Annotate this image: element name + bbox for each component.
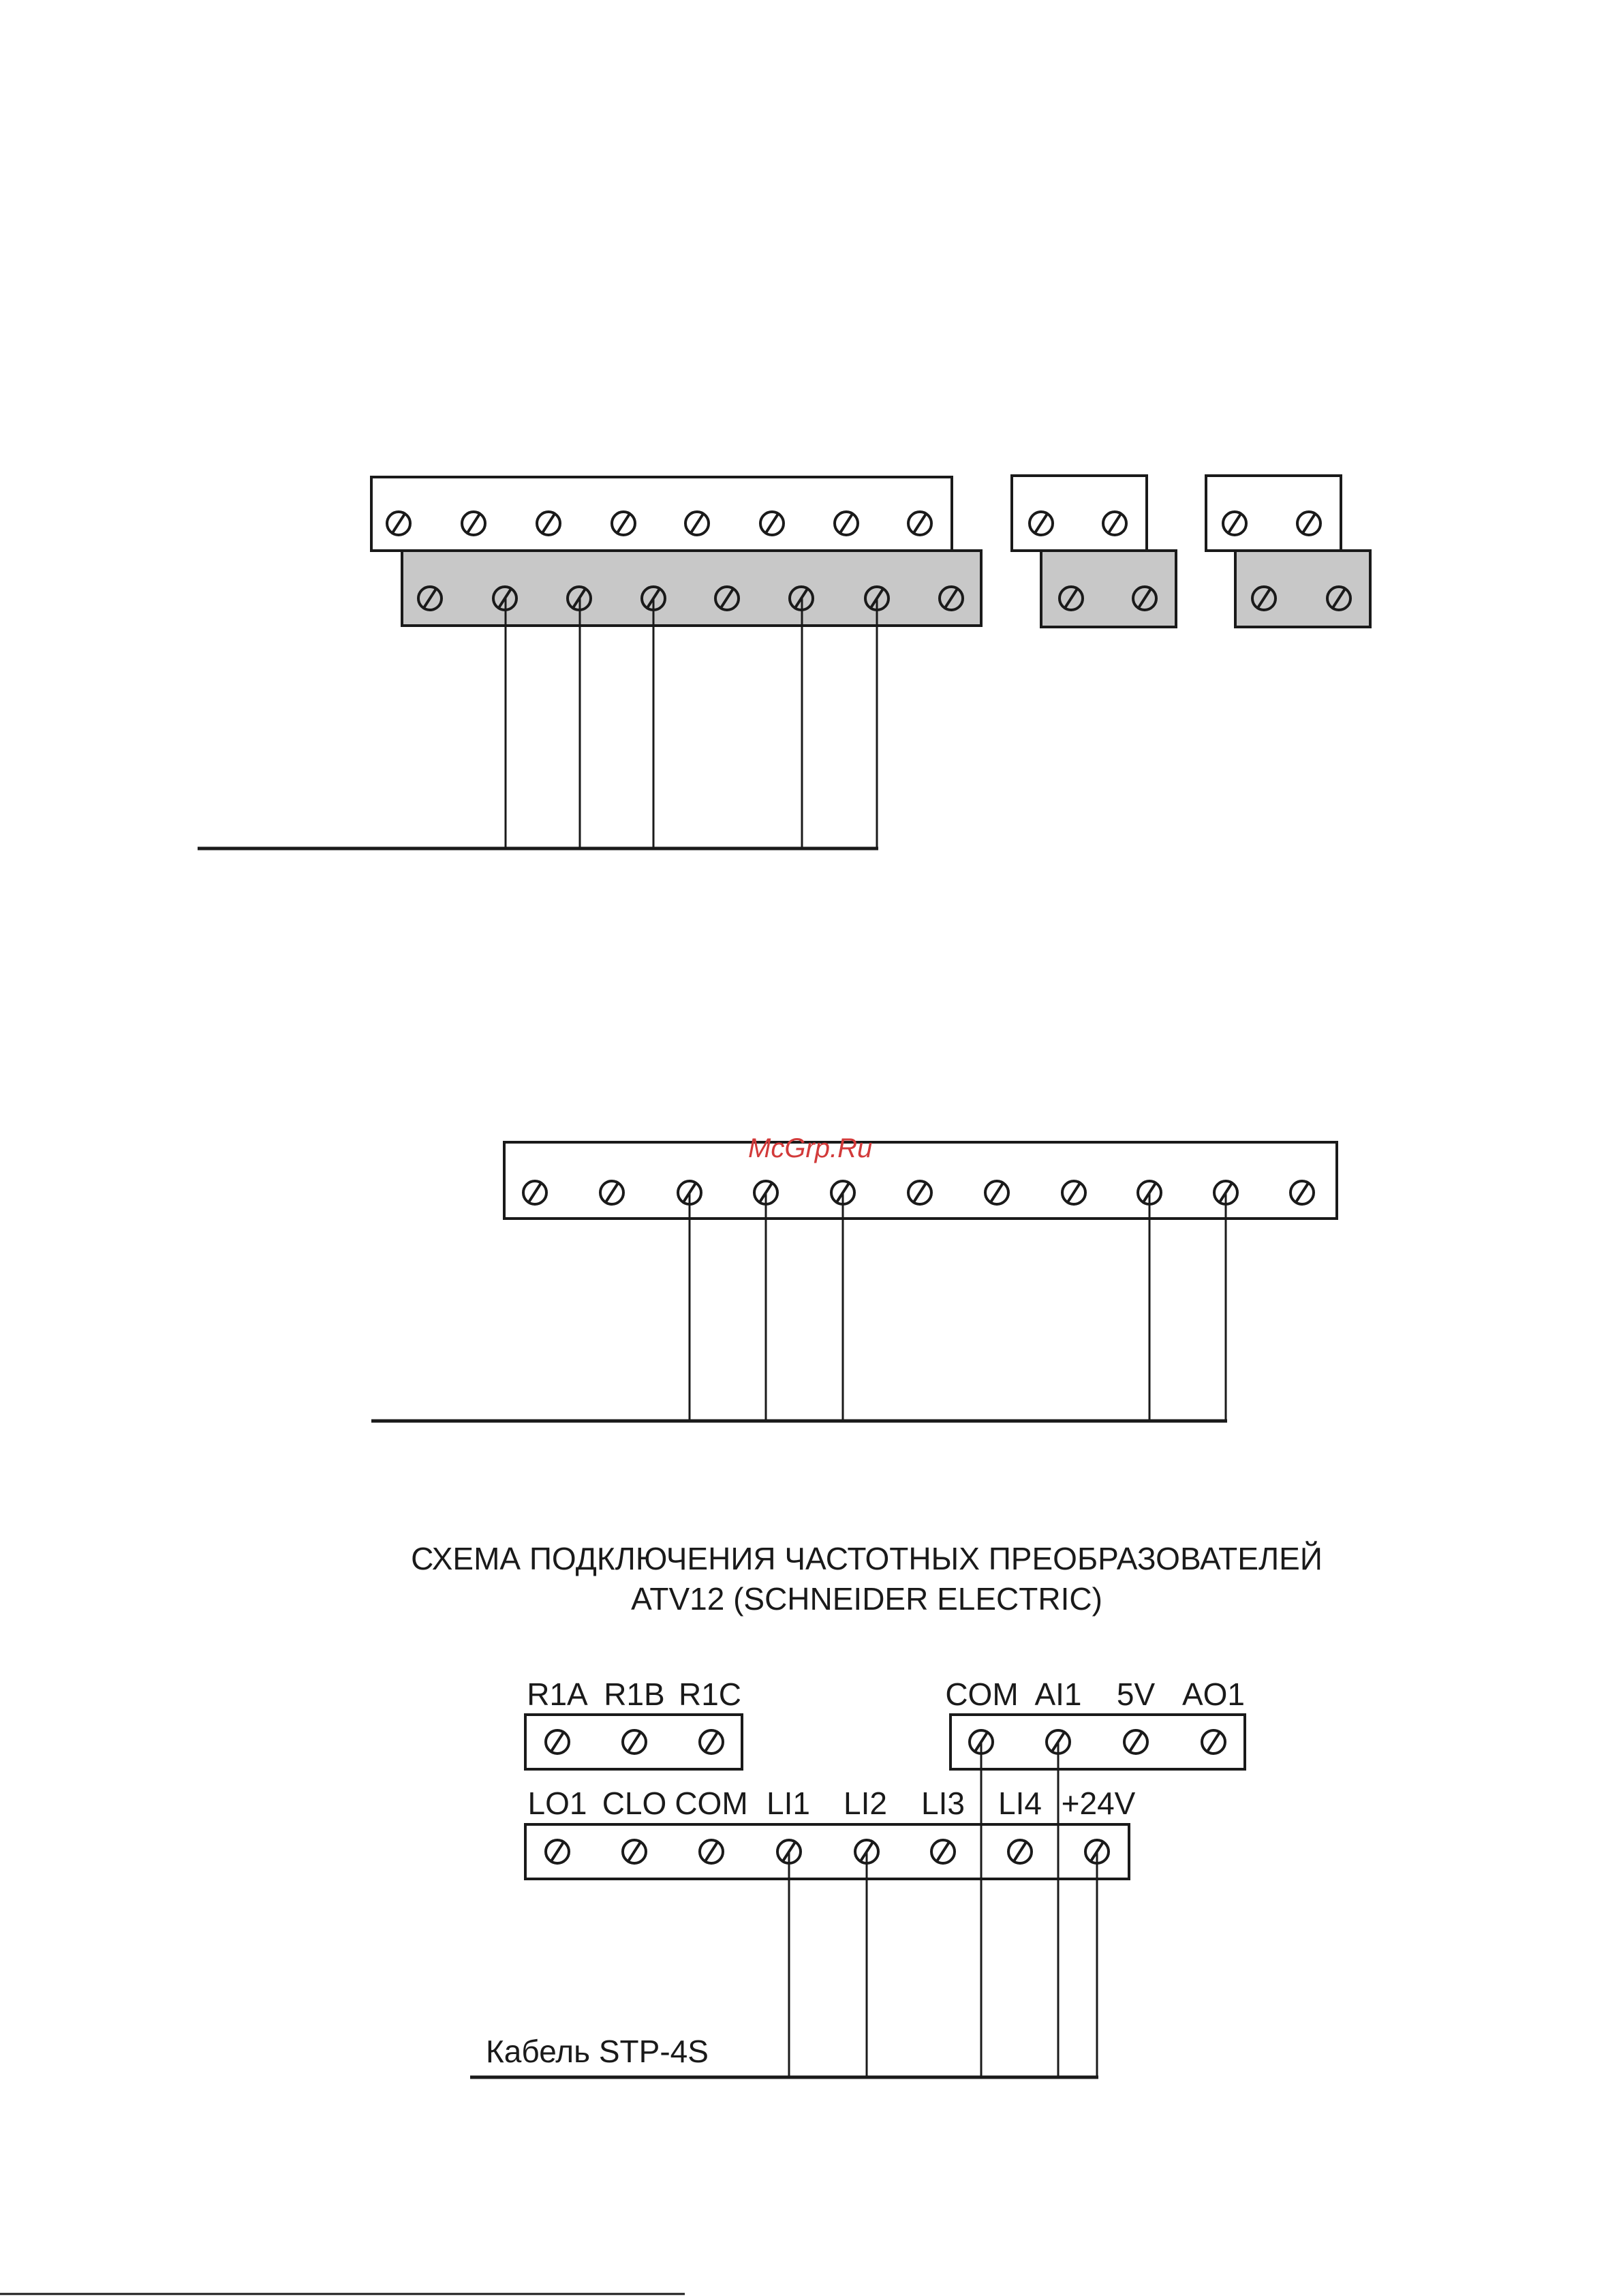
diagram2-wires: [371, 1193, 1227, 1421]
terminal-label-r1c: R1C: [678, 1677, 742, 1712]
atv12-logic-labels: [528, 1786, 1136, 1821]
diagram-2: [371, 1142, 1337, 1421]
terminal-label-lo1: LO1: [527, 1786, 587, 1821]
diagram1-pair-block-a-top: [1012, 476, 1147, 551]
atv12-logic-terminal-block: [525, 1824, 1129, 1879]
terminal-label-com-logic: COM: [675, 1786, 748, 1821]
terminal-label-li3: LI3: [921, 1786, 965, 1821]
terminal-label-clo: CLO: [602, 1786, 667, 1821]
diagram-title-line1: СХЕМА ПОДКЛЮЧЕНИЯ ЧАСТОТНЫХ ПРЕОБРАЗОВАТЕЛЕЙ: [411, 1541, 1323, 1576]
terminal-label-ao1: AO1: [1181, 1677, 1246, 1712]
diagram1-wires: [198, 598, 878, 848]
diagram1-pair-block-b-top: [1206, 476, 1341, 551]
terminal-label-5v: 5V: [1116, 1677, 1156, 1712]
terminal-label-com-analog: COM: [945, 1677, 1019, 1712]
cable-label: Кабель STP-4S: [486, 2034, 709, 2069]
atv12-analog-labels: [945, 1677, 1245, 1712]
atv12-relay-labels: [527, 1677, 741, 1712]
terminal-label-24v: +24V: [1061, 1786, 1136, 1821]
diagram-1: [198, 476, 1370, 848]
watermark-text: McGrp.Ru: [748, 1133, 873, 1163]
terminal-label-ai1: AI1: [1034, 1677, 1082, 1712]
diagram1-pair-block-a-bottom: [1041, 551, 1176, 627]
terminal-label-li4: LI4: [998, 1786, 1042, 1821]
terminal-label-li2: LI2: [844, 1786, 887, 1821]
terminal-label-li1: LI1: [767, 1786, 810, 1821]
diagram1-bottom-terminal-block: [402, 551, 981, 626]
diagram1-top-terminal-block: [371, 477, 952, 551]
terminal-label-r1b: R1B: [604, 1677, 665, 1712]
diagram-title-line2: ATV12 (SCHNEIDER ELECTRIC): [631, 1581, 1102, 1617]
terminal-label-r1a: R1A: [527, 1677, 588, 1712]
atv12-diagram: [470, 1677, 1245, 2077]
